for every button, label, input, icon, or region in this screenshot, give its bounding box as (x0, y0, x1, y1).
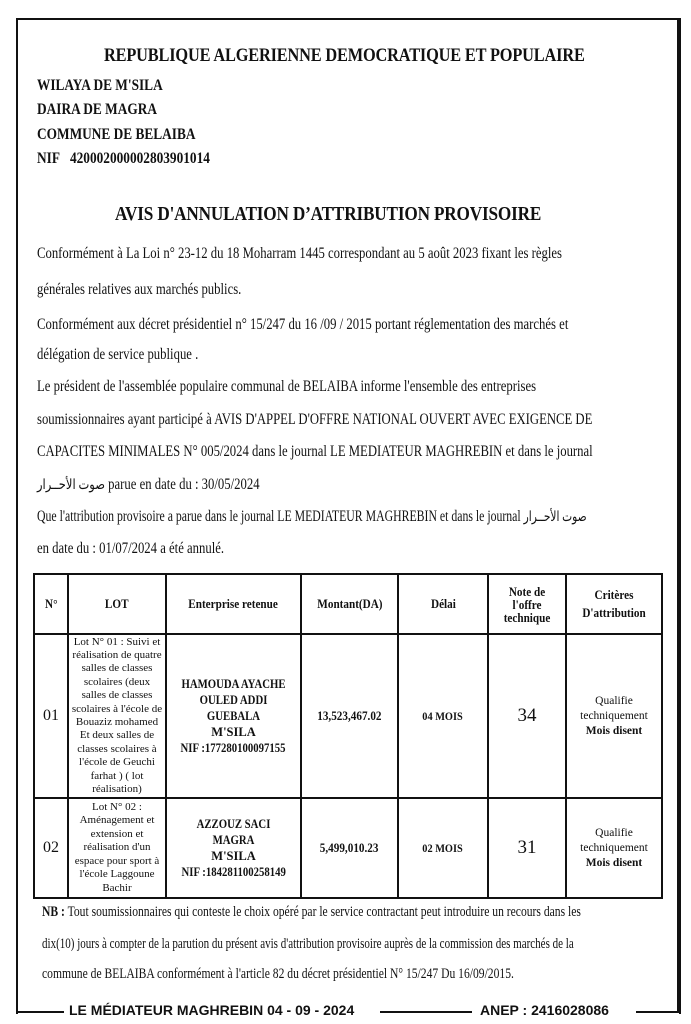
row-amount: 5,499,010.23 (301, 798, 398, 898)
footer-publication: LE MÉDIATEUR MAGHREBIN 04 - 09 - 2024 (69, 1002, 355, 1018)
body-line-8 (37, 476, 260, 494)
lots-table (33, 573, 663, 899)
table-row (34, 634, 662, 798)
header-enterprise: Enterprise retenue (166, 574, 301, 634)
header-criteria: Critères D'attribution (566, 574, 662, 634)
row-criteria: Qualifie techniquement Mois disent (566, 798, 662, 898)
row-note: 34 (488, 634, 566, 798)
row-amount: 13,523,467.02 (301, 634, 398, 798)
daira-line: DAIRA DE MAGRA (37, 101, 157, 118)
body-line-5: Le président de l'assemblée populaire communal de BELAIBA informe l'ensemble des entreprises (37, 378, 537, 395)
nb-line-3: commune de BELAIBA conformément à l'article 82 du décret présidentiel N° 15/247 Du 16/09/2015. (42, 966, 514, 982)
nif-label: NIF (37, 150, 60, 167)
row-enterprise: AZZOUZ SACI MAGRA M'SILA NIF :184281100258149 (166, 798, 301, 898)
table-header-row (34, 574, 662, 634)
notice-title: AVIS D'ANNULATION D’ATTRIBUTION PROVISOIRE (115, 203, 542, 225)
row-delay: 04 MOIS (398, 634, 488, 798)
footer-rule-left (16, 1011, 64, 1013)
body-line-4: délégation de service publique . (37, 346, 199, 363)
commune-line: COMMUNE DE BELAIBA (37, 126, 196, 143)
row-note: 31 (488, 798, 566, 898)
nb-line-1 (42, 904, 581, 921)
row-num: 02 (34, 798, 68, 898)
nif-value: 420002000002803901014 (69, 150, 210, 167)
body-line-3: Conformément aux décret présidentiel n° 15/247 du 16 /09 / 2015 portant réglementation des marchés et (37, 316, 569, 333)
republic-heading: REPUBLIQUE ALGERIENNE DEMOCRATIQUE ET POPULAIRE (104, 45, 585, 66)
header-note: Note de l'offre technique (488, 574, 566, 634)
wilaya-line: WILAYA DE M'SILA (37, 77, 163, 94)
table-row (34, 798, 662, 898)
header-num: N° (34, 574, 68, 634)
row-enterprise: HAMOUDA AYACHE OULED ADDI GUEBALA M'SILA NIF :177280100097155 (166, 634, 301, 798)
row-delay: 02 MOIS (398, 798, 488, 898)
body-line-6: soumissionnaires ayant participé à AVIS D'APPEL D'OFFRE NATIONAL OUVERT AVEC EXIGENCE DE (37, 411, 593, 428)
nb-line-2: dix(10) jours à compter de la parution du présent avis d'attribution provisoire auprès de la commission des marchés de la (42, 936, 574, 952)
header-delay: Délai (398, 574, 488, 634)
row-lot: Lot N° 01 : Suivi et réalisation de quatre salles de classes scolaires (deux salles de classes scolaires à l'école de Bouaziz mohamed Et deux salles de classes scolaires à l'école de Geuchi farhat ) ( lot réalisation) (68, 634, 166, 798)
footer-rule-right (636, 1011, 679, 1013)
nif-line (37, 150, 210, 168)
header-amount: Montant(DA) (301, 574, 398, 634)
row-lot: Lot N° 02 : Aménagement et extension et réalisation d'un espace pour sport à l'école Laggoune Bachir (68, 798, 166, 898)
row-num: 01 (34, 634, 68, 798)
footer-anep: ANEP : 2416028086 (480, 1002, 609, 1018)
body-line-10: en date du : 01/07/2024 a été annulé. (37, 540, 225, 557)
body-line-9 (37, 508, 587, 526)
arabic-journal-name-2: صوت الأحــرار (523, 510, 587, 525)
body-line-2: générales relatives aux marchés publics. (37, 281, 242, 298)
footer-rule-middle (380, 1011, 472, 1013)
header-lot: LOT (68, 574, 166, 634)
nb-text-1: Tout soumissionnaires qui conteste le choix opéré par le service contractant peut introduire un recours dans les (64, 904, 581, 920)
body-line-7: CAPACITES MINIMALES N° 005/2024 dans le journal LE MEDIATEUR MAGHREBIN et dans le journal (37, 443, 593, 460)
row-criteria: Qualifie techniquement Mois disent (566, 634, 662, 798)
nb-label: NB : (42, 904, 65, 920)
frame-right-edge (677, 18, 679, 1012)
body-line-1: Conformément à La Loi n° 23-12 du 18 Moharram 1445 correspondant au 5 août 2023 fixant les règles (37, 245, 563, 262)
arabic-journal-name: صوت الأحــرار (37, 478, 105, 493)
attribution-publication-text: Que l'attribution provisoire a parue dans le journal LE MEDIATEUR MAGHREBIN et dans le journal (37, 508, 521, 525)
first-publication-date: parue en date du : 30/05/2024 (104, 476, 260, 493)
